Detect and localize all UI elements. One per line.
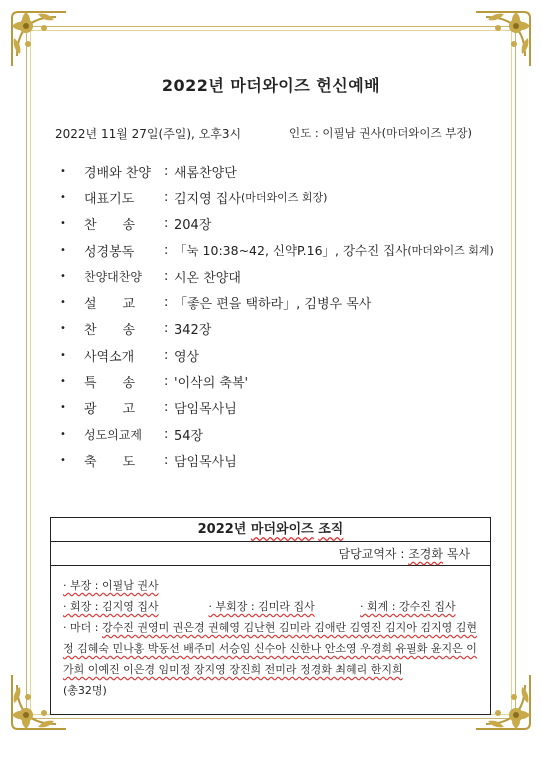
program-note: (마더와이즈 회장) [240,191,328,205]
program-value: '이삭의 축복' [174,376,249,392]
program-item [60,158,494,184]
bullet-icon: • [60,191,66,203]
program-separator: : [164,321,169,337]
bullet-icon: • [60,244,66,256]
program-label: 성경봉독 [84,244,135,260]
program-separator: : [164,189,169,205]
pastor-in-charge [51,542,490,566]
program-value: 담임목사님 [174,454,237,470]
program-value: 시온 찬양대 [174,270,241,286]
pastor-label: 담당교역자 : [338,547,405,561]
program-label: 설 교 [84,297,136,313]
corner-ornament-icon [472,8,534,70]
program-item [60,289,494,315]
bullet-icon: • [60,270,66,282]
org-officers-row [63,596,478,617]
members-label: · 마더 : [63,621,99,634]
program-item [60,263,494,289]
bullet-icon: • [60,376,66,388]
program-separator: : [164,452,169,468]
org-head-row [63,575,478,596]
program-label: 특 송 [84,376,136,392]
program-note: (마더와이즈 회계) [407,244,494,258]
org-title-year: 2022년 [197,522,247,537]
bullet-icon: • [60,323,66,335]
program-item [60,395,494,421]
program-label: 광 고 [84,402,136,418]
page-title: 2022년 마더와이즈 헌신예배 [161,76,381,95]
program-value: 영상 [174,349,200,365]
bullet-icon: • [60,454,66,466]
program-separator: : [164,216,169,232]
program-label: 사역소개 [84,349,135,365]
program-label: 찬 송 [84,218,136,234]
service-leader: 인도 : 이필남 권사(마더와이즈 부장) [289,126,472,140]
program-separator: : [164,374,169,390]
program-item [60,184,494,210]
program-value: 54장 [174,428,204,444]
program-item [60,368,494,394]
organization-body [51,566,490,701]
pastor-name: 조경화 [408,547,443,561]
program-separator: : [164,295,169,311]
program-value: 「눅 10:38~42, 신약P.16」, 강수진 집사 [174,243,408,259]
program-label: 축 도 [84,454,136,470]
program-item [60,211,494,237]
program-item [60,342,494,368]
program-label: 찬양대찬양 [84,269,142,284]
program-separator: : [164,426,169,442]
organization-box [50,517,491,715]
org-president: · 회장 : 김지영 집사 [63,600,159,613]
service-date: 2022년 11월 27일(주일), 오후3시 [55,127,242,141]
org-treasurer: · 회계 : 강수진 집사 [360,600,456,613]
members-total: (총32명) [63,684,107,697]
program-separator: : [164,242,169,258]
bullet-icon: • [60,402,66,414]
program-value: 새롬찬양단 [174,165,237,181]
org-title-name: 마더와이즈 [250,522,314,537]
bullet-icon: • [60,349,66,361]
members-list: 강수진 권영미 권은경 권혜영 김난현 김미라 김애란 김영진 김지아 김지영 김현정 김혜숙 민나홍 박동선 배주미 서승임 신수아 신한나 안소영 우경희 유필화 윤지은 이가희 이예진 이은경 임미정 장지영 장진희 전미라 정경화 최혜리 한지희 [63,621,477,676]
program-value: 김지영 집사 [174,191,241,207]
bullet-icon: • [60,218,66,230]
program-separator: : [164,268,169,284]
bullet-icon: • [60,297,66,309]
bullet-icon: • [60,165,66,177]
pastor-title: 목사 [446,547,470,561]
org-vice-president: · 부회장 : 김미라 집사 [208,600,315,613]
bullet-icon: • [60,428,66,440]
program-item [60,316,494,342]
program-label: 대표기도 [84,191,135,207]
program-separator: : [164,163,169,179]
program-item [60,421,494,447]
program-label: 성도의교제 [84,427,142,442]
program-separator: : [164,400,169,416]
program-value: 「좋은 편을 택하라」, 김병우 목사 [174,297,372,313]
corner-ornament-icon [8,8,70,70]
program-value: 342장 [174,323,212,339]
program-value: 204장 [174,218,212,234]
program-list [60,158,494,474]
program-label: 경배와 찬양 [84,165,151,181]
program-label: 찬 송 [84,323,136,339]
program-item [60,447,494,473]
program-item [60,237,494,263]
org-title-suffix: 조직 [318,522,344,537]
program-separator: : [164,347,169,363]
organization-title [51,518,490,542]
program-value: 담임목사님 [174,402,237,418]
org-members [63,617,478,680]
org-head: · 부장 : 이필남 권사 [63,579,159,592]
